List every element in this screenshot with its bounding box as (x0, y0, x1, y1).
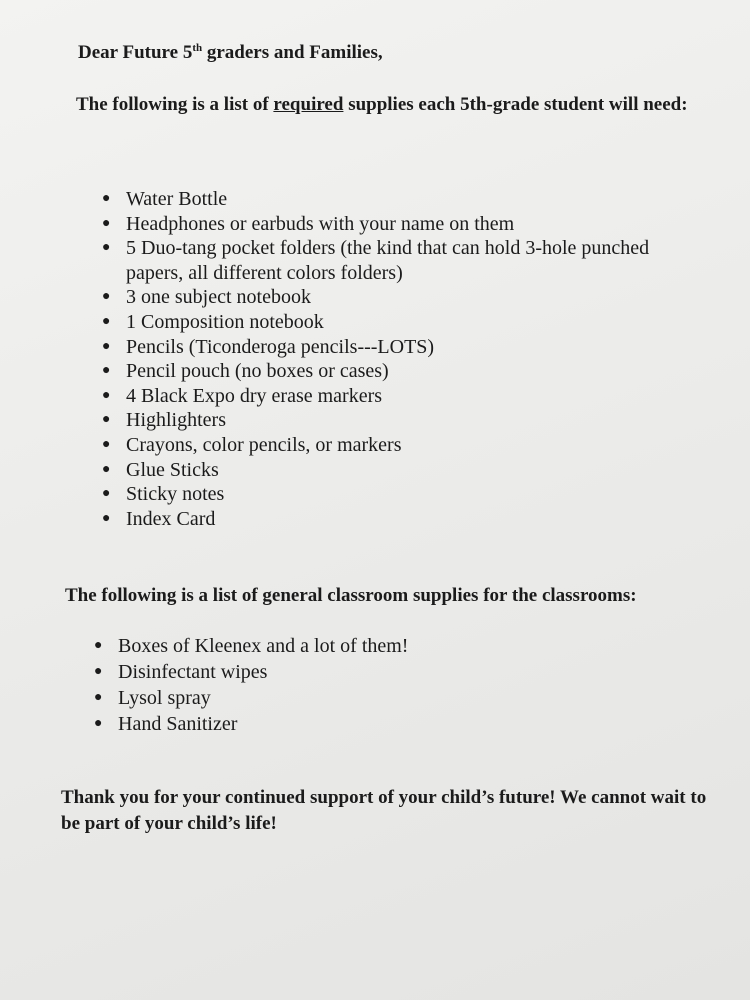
list-item (102, 433, 696, 458)
intro-text-end: supplies each 5th-grade student will need: (343, 94, 688, 115)
list-item-text: Disinfectant wipes (118, 661, 268, 683)
list-item (102, 384, 696, 409)
intro-underlined-word: required (273, 94, 344, 115)
list-item (102, 212, 696, 237)
list-item-text: Lysol spray (118, 687, 211, 709)
bullet-icon: ● (102, 461, 111, 477)
list-item-text: Crayons, color pencils, or markers (126, 433, 402, 456)
intro-text: The following is a list of (76, 94, 274, 115)
general-supplies-heading: The following is a list of general classroom supplies for the classrooms: (65, 585, 637, 606)
list-item (102, 236, 696, 285)
list-item-text: Water Bottle (126, 188, 228, 210)
list-item-text: 1 Composition notebook (126, 310, 324, 333)
bullet-icon: ● (102, 436, 111, 452)
list-item (94, 711, 678, 737)
bullet-icon: ● (94, 664, 103, 679)
bullet-icon: ● (94, 690, 103, 705)
list-item-text: 5 Duo-tang pocket folders (the kind that can hold 3-hole punched papers, all different colors folders) (126, 237, 650, 284)
greeting-text-end: graders and Families, (202, 42, 383, 63)
greeting (78, 42, 383, 64)
greeting-superscript: th (192, 42, 203, 54)
list-item-text: 4 Black Expo dry erase markers (126, 384, 383, 407)
required-intro (76, 92, 716, 117)
list-item (94, 659, 678, 685)
list-item-text: Boxes of Kleenex and a lot of them! (118, 635, 409, 657)
bullet-icon: ● (102, 363, 111, 379)
list-item (102, 458, 696, 483)
bullet-icon: ● (94, 638, 103, 653)
bullet-icon: ● (102, 387, 111, 403)
greeting-text: Dear Future 5 (78, 42, 193, 63)
list-item (102, 482, 696, 507)
closing-note: Thank you for your continued support of your child’s future! We cannot wait to be part of your child’s life! (61, 787, 707, 834)
list-item-text: Index Card (126, 507, 216, 530)
bullet-icon: ● (94, 716, 103, 731)
bullet-icon: ● (102, 215, 111, 231)
list-item (102, 408, 696, 433)
list-item-text: Glue Sticks (126, 458, 219, 481)
list-item (102, 335, 696, 360)
bullet-icon: ● (102, 510, 111, 526)
list-item (94, 685, 678, 711)
list-item-text: Hand Sanitizer (118, 713, 238, 735)
list-item-text: Headphones or earbuds with your name on them (126, 212, 515, 235)
list-item-text: Sticky notes (126, 483, 225, 506)
bullet-icon: ● (102, 191, 111, 206)
required-supplies-list (102, 187, 696, 531)
list-item (102, 285, 696, 310)
bullet-icon: ● (102, 412, 111, 428)
list-item-text: Pencils (Ticonderoga pencils---LOTS) (126, 335, 435, 358)
bullet-icon: ● (102, 289, 111, 305)
list-item (102, 310, 696, 335)
list-item (94, 633, 678, 659)
list-item (102, 507, 696, 532)
bullet-icon: ● (102, 240, 111, 256)
list-item-text: Highlighters (126, 409, 226, 432)
list-item (102, 187, 696, 212)
list-item-text: 3 one subject notebook (126, 286, 311, 309)
list-item (102, 359, 696, 384)
general-supplies-list (94, 633, 678, 737)
bullet-icon: ● (102, 338, 111, 354)
list-item-text: Pencil pouch (no boxes or cases) (126, 360, 389, 383)
bullet-icon: ● (102, 486, 111, 502)
bullet-icon: ● (102, 313, 111, 329)
